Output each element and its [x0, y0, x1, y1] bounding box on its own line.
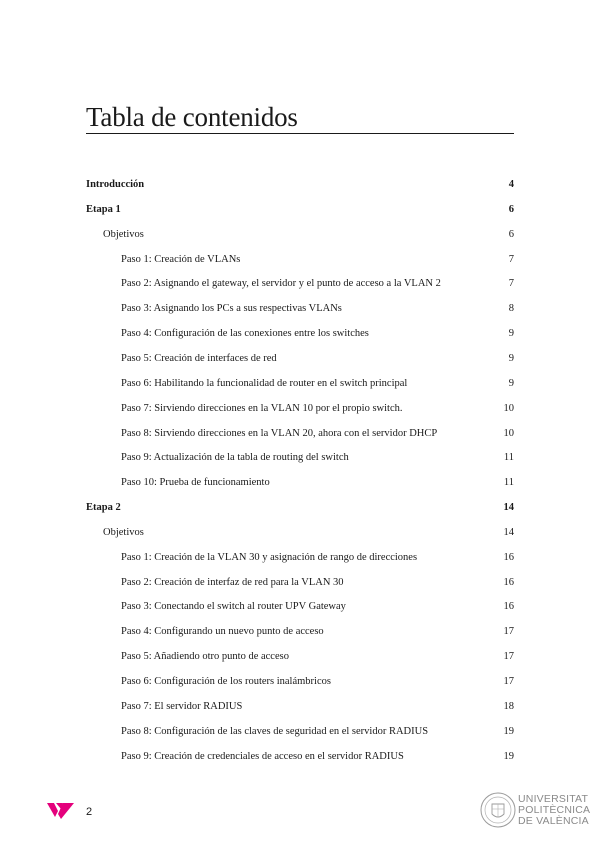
toc-entry[interactable]	[86, 303, 514, 319]
page-title: Tabla de contenidos	[86, 102, 298, 132]
toc-entry-label: Paso 7: El servidor RADIUS	[121, 700, 243, 712]
toc-entry[interactable]	[86, 452, 514, 468]
toc-entry-page: 4	[508, 179, 514, 190]
toc-entry-page: 16	[503, 551, 514, 563]
toc-entry[interactable]	[86, 428, 514, 444]
university-name-line-3: DE VALÈNCIA	[518, 815, 589, 827]
university-name-line-2: POLITÈCNICA	[518, 804, 591, 816]
toc-entry[interactable]	[86, 552, 514, 568]
toc-entry-page: 11	[503, 452, 514, 464]
toc-entry-label: Paso 5: Añadiendo otro punto de acceso	[121, 651, 289, 663]
toc-entry-page: 14	[503, 526, 514, 538]
toc-entry-label: Paso 9: Creación de credenciales de acceso en el servidor RADIUS	[121, 750, 404, 762]
toc-entry-label: Paso 1: Creación de la VLAN 30 y asignación de rango de direcciones	[121, 551, 418, 563]
university-name	[518, 794, 590, 827]
toc-entry[interactable]	[86, 751, 514, 767]
page-number: 2	[86, 806, 93, 818]
toc-entry-page: 16	[503, 576, 514, 588]
toc-entry[interactable]	[86, 626, 514, 642]
toc-entry[interactable]	[86, 204, 514, 220]
toc-entry-label: Paso 4: Configurando un nuevo punto de acceso	[121, 626, 324, 638]
toc-entry-page: 14	[503, 502, 514, 514]
toc-entry[interactable]	[86, 229, 514, 245]
toc-entry[interactable]	[86, 527, 514, 543]
toc-entry[interactable]	[86, 179, 514, 195]
toc-entry-page: 11	[503, 477, 514, 489]
toc-entry-label: Paso 7: Sirviendo direcciones en la VLAN 10 por el propio switch.	[121, 402, 403, 414]
toc-entry-page: 17	[503, 626, 514, 638]
toc-entry-label: Objetivos	[103, 228, 144, 240]
toc-entry-page: 7	[508, 253, 514, 265]
toc-entry-page: 19	[503, 725, 514, 737]
toc-entry[interactable]	[86, 701, 514, 717]
toc-entry[interactable]	[86, 278, 514, 294]
toc-entry[interactable]	[86, 502, 514, 518]
toc-entry-page: 7	[508, 278, 514, 290]
toc-entry[interactable]	[86, 676, 514, 692]
toc-entry-page: 18	[503, 700, 514, 712]
toc-entry-page: 16	[503, 601, 514, 613]
toc-entry-label: Etapa 1	[86, 203, 121, 215]
toc-entry-page: 17	[503, 676, 514, 687]
toc-entry-page: 6	[508, 228, 514, 240]
toc-entry-label: Paso 8: Sirviendo direcciones en la VLAN 20, ahora con el servidor DHCP	[121, 427, 438, 439]
toc-entry-page: 10	[503, 427, 514, 439]
toc-entry-page: 8	[508, 303, 514, 315]
toc-entry-label: Paso 5: Creación de interfaces de red	[121, 352, 277, 364]
toc-entry[interactable]	[86, 477, 514, 493]
toc-entry[interactable]	[86, 254, 514, 270]
toc-entry-label: Paso 3: Asignando los PCs a sus respectivas VLANs	[121, 303, 342, 315]
toc-entry-label: Etapa 2	[86, 502, 121, 514]
toc-entry[interactable]	[86, 601, 514, 617]
title-divider	[86, 133, 514, 134]
toc-entry-page: 9	[508, 352, 514, 364]
upv-logo-icon	[47, 800, 75, 820]
toc-entry-page: 10	[503, 402, 514, 414]
toc-entry[interactable]	[86, 378, 514, 394]
toc-entry-page: 17	[503, 651, 514, 663]
university-seal-icon	[480, 792, 516, 828]
toc-entry-label: Paso 10: Prueba de funcionamiento	[121, 477, 270, 489]
toc-entry[interactable]	[86, 328, 514, 344]
toc-entry-label: Paso 2: Creación de interfaz de red para la VLAN 30	[121, 576, 344, 588]
toc-entry-page: 6	[508, 203, 514, 215]
toc-entry[interactable]	[86, 651, 514, 667]
toc-entry-label: Paso 8: Configuración de las claves de seguridad en el servidor RADIUS	[121, 725, 429, 737]
toc-entry-label: Objetivos	[103, 526, 144, 538]
toc-entry-label: Paso 6: Configuración de los routers inalámbricos	[121, 676, 331, 687]
toc-entry[interactable]	[86, 403, 514, 419]
toc-entry-label: Paso 4: Configuración de las conexiones entre los switches	[121, 328, 369, 340]
toc-entry[interactable]	[86, 577, 514, 593]
university-name-line-1: UNIVERSITAT	[518, 793, 589, 805]
toc-entry-page: 9	[508, 377, 514, 389]
toc-entry-label: Paso 2: Asignando el gateway, el servidor y el punto de acceso a la VLAN 2	[121, 278, 441, 290]
toc-entry[interactable]	[86, 353, 514, 369]
toc-entry-page: 19	[503, 750, 514, 762]
toc-entry-label: Paso 1: Creación de VLANs	[121, 253, 241, 265]
toc-entry[interactable]	[86, 726, 514, 742]
toc-entry-label: Introducción	[86, 179, 145, 190]
toc-entry-page: 9	[508, 328, 514, 340]
toc-entry-label: Paso 3: Conectando el switch al router UPV Gateway	[121, 601, 346, 613]
toc-entry-label: Paso 6: Habilitando la funcionalidad de router en el switch principal	[121, 377, 408, 389]
toc-entry-label: Paso 9: Actualización de la tabla de routing del switch	[121, 452, 349, 464]
